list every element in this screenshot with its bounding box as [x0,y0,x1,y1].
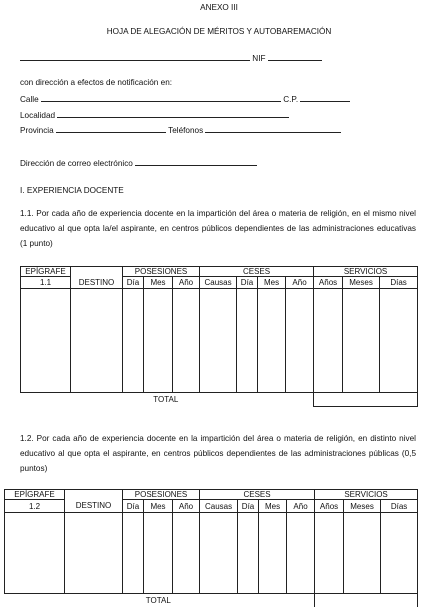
telefonos-field[interactable] [205,124,341,133]
servicio-dias-header: Días [381,500,418,513]
epigrafe-number: 1.1 [21,277,71,289]
cese-mes-header: Mes [259,500,287,513]
total-field[interactable] [314,393,418,407]
table-body-row[interactable] [5,513,418,594]
servicio-dias-header: Días [380,277,418,289]
address-intro: con dirección a efectos de notificación en: [20,78,173,87]
table-body-row[interactable] [21,289,418,393]
ceses-header: CESES [200,490,315,500]
calle-label: Calle [20,95,39,104]
destino-header: DESTINO [65,500,123,513]
servicios-header: SERVICIOS [315,490,418,500]
cese-mes-header: Mes [258,277,286,289]
localidad-field[interactable] [57,109,289,118]
provincia-field[interactable] [56,124,166,133]
servicio-anos-header: Años [315,500,344,513]
destino-header: DESTINO [71,277,123,289]
localidad-label: Localidad [20,111,56,120]
email-label: Dirección de correo electrónico [20,159,133,168]
nif-field[interactable] [268,52,322,61]
posesion-mes-header: Mes [144,277,173,289]
posesion-dia-header: Día [123,500,144,513]
paragraph-1-1: 1.1. Por cada año de experiencia docente en la impartición del área o materia de religión, en el mismo nivel educativo al que opta la/el aspirante, en centros públicos dependientes de las administraciones educativas (1 punto) [20,209,416,248]
servicio-anos-header: Años [314,277,343,289]
cp-field[interactable] [300,93,350,102]
provincia-label: Provincia [20,126,54,135]
servicio-meses-header: Meses [343,277,380,289]
posesion-dia-header: Día [123,277,144,289]
telefonos-label: Teléfonos [168,126,204,135]
annex-heading: ANEXO III [200,3,238,12]
cese-dia-header: Día [237,277,258,289]
epigrafe-number: 1.2 [5,500,65,513]
posesiones-header: POSESIONES [123,490,200,500]
epigrafe-header: EPÍGRAFE [5,490,65,500]
cese-ano-header: Año [286,277,314,289]
total-label: TOTAL [153,395,179,405]
email-field[interactable] [135,157,257,166]
name-field[interactable] [20,52,250,61]
merits-table-1 [20,266,418,407]
posesion-ano-header: Año [173,277,200,289]
cese-ano-header: Año [287,500,315,513]
posesiones-header: POSESIONES [123,267,200,277]
epigrafe-header: EPÍGRAFE [21,267,71,277]
servicios-header: SERVICIOS [314,267,418,277]
total-label: TOTAL [145,595,171,605]
servicio-meses-header: Meses [344,500,381,513]
paragraph-1-2: 1.2. Por cada año de experiencia docente en la impartición del área o materia de religión, en distinto nivel educativo al que opta el aspirante, en centros públicos dependientes de las administraciones públicas (0,5 puntos) [20,434,416,473]
total-field[interactable] [315,594,418,607]
document-title: HOJA DE ALEGACIÓN DE MÉRITOS Y AUTOBAREMACIÓN [106,27,332,36]
posesion-ano-header: Año [173,500,200,513]
nif-label: NIF [252,54,266,63]
cp-label: C.P. [283,95,299,104]
posesion-mes-header: Mes [144,500,173,513]
cese-causas-header: Causas [200,500,238,513]
cese-causas-header: Causas [200,277,237,289]
section-title: I. EXPERIENCIA DOCENTE [20,186,124,195]
ceses-header: CESES [200,267,314,277]
merits-table-2 [4,489,418,607]
calle-field[interactable] [41,93,281,102]
cese-dia-header: Día [238,500,259,513]
